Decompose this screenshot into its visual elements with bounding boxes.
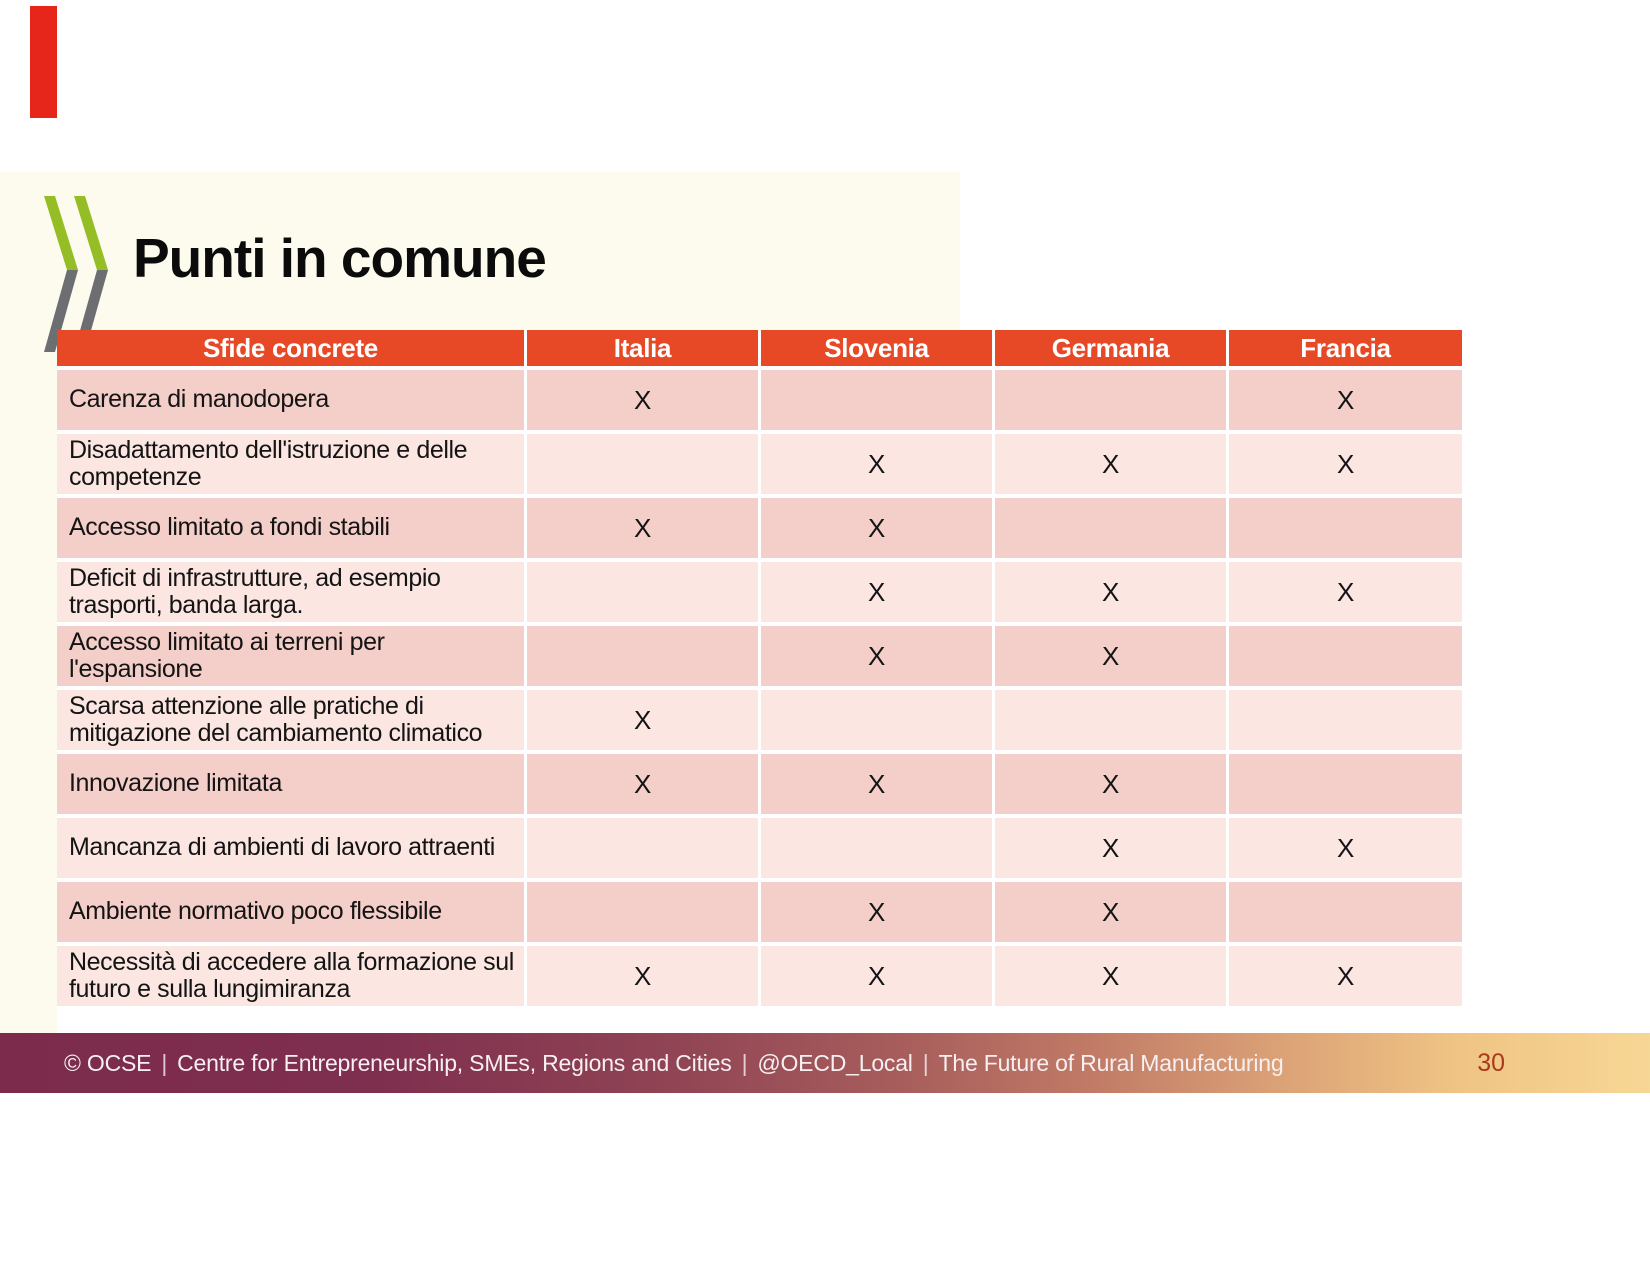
row-label: Ambiente normativo poco flessibile (57, 882, 524, 942)
x-mark-cell: X (527, 690, 758, 750)
footer-segment: The Future of Rural Manufacturing (938, 1049, 1284, 1076)
empty-cell (995, 370, 1226, 430)
x-mark-cell: X (761, 882, 992, 942)
footer-separator: | (922, 1049, 929, 1076)
x-mark-cell: X (995, 754, 1226, 814)
x-mark-cell: X (995, 818, 1226, 878)
footer-segment: © OCSE (64, 1049, 152, 1076)
x-mark-cell: X (761, 498, 992, 558)
empty-cell (761, 370, 992, 430)
empty-cell (527, 818, 758, 878)
column-header-germania: Germania (995, 330, 1226, 366)
x-mark-cell: X (995, 434, 1226, 494)
x-mark-cell: X (995, 626, 1226, 686)
page-title: Punti in comune (133, 227, 546, 289)
x-mark-cell: X (1229, 370, 1462, 430)
row-label: Disadattamento dell'istruzione e delle competenze (57, 434, 524, 494)
empty-cell (1229, 882, 1462, 942)
row-label: Accesso limitato a fondi stabili (57, 498, 524, 558)
empty-cell (995, 690, 1226, 750)
cream-left-panel (0, 332, 57, 1033)
x-mark-cell: X (527, 946, 758, 1006)
x-mark-cell: X (995, 946, 1226, 1006)
empty-cell (527, 626, 758, 686)
footer-separator: | (741, 1049, 748, 1076)
empty-cell (761, 818, 992, 878)
empty-cell (1229, 690, 1462, 750)
x-mark-cell: X (1229, 562, 1462, 622)
column-header-challenge: Sfide concrete (57, 330, 524, 366)
x-mark-cell: X (761, 754, 992, 814)
x-mark-cell: X (995, 882, 1226, 942)
empty-cell (527, 562, 758, 622)
x-mark-cell: X (1229, 818, 1462, 878)
x-mark-cell: X (761, 946, 992, 1006)
column-header-italia: Italia (527, 330, 758, 366)
empty-cell (527, 434, 758, 494)
empty-cell (761, 690, 992, 750)
red-accent-bar (30, 6, 57, 118)
footer-segment: @OECD_Local (757, 1049, 913, 1076)
empty-cell (995, 498, 1226, 558)
x-mark-cell: X (761, 434, 992, 494)
footer-credit-text (64, 1033, 1283, 1093)
empty-cell (1229, 498, 1462, 558)
challenges-table (57, 330, 1462, 1006)
x-mark-cell: X (527, 498, 758, 558)
row-label: Necessità di accedere alla formazione sul futuro e sulla lungimiranza (57, 946, 524, 1006)
x-mark-cell: X (761, 562, 992, 622)
empty-cell (1229, 626, 1462, 686)
footer-separator: | (161, 1049, 168, 1076)
footer-segment: Centre for Entrepreneurship, SMEs, Regions and Cities (177, 1049, 732, 1076)
column-header-slovenia: Slovenia (761, 330, 992, 366)
row-label: Carenza di manodopera (57, 370, 524, 430)
x-mark-cell: X (527, 754, 758, 814)
column-header-francia: Francia (1229, 330, 1462, 366)
row-label: Scarsa attenzione alle pratiche di mitigazione del cambiamento climatico (57, 690, 524, 750)
row-label: Accesso limitato ai terreni per l'espansione (57, 626, 524, 686)
row-label: Innovazione limitata (57, 754, 524, 814)
empty-cell (1229, 754, 1462, 814)
footer-bar (0, 1033, 1650, 1093)
x-mark-cell: X (1229, 434, 1462, 494)
page-number: 30 (1477, 1048, 1505, 1077)
x-mark-cell: X (527, 370, 758, 430)
row-label: Mancanza di ambienti di lavoro attraenti (57, 818, 524, 878)
x-mark-cell: X (995, 562, 1226, 622)
x-mark-cell: X (761, 626, 992, 686)
x-mark-cell: X (1229, 946, 1462, 1006)
empty-cell (527, 882, 758, 942)
row-label: Deficit di infrastrutture, ad esempio trasporti, banda larga. (57, 562, 524, 622)
